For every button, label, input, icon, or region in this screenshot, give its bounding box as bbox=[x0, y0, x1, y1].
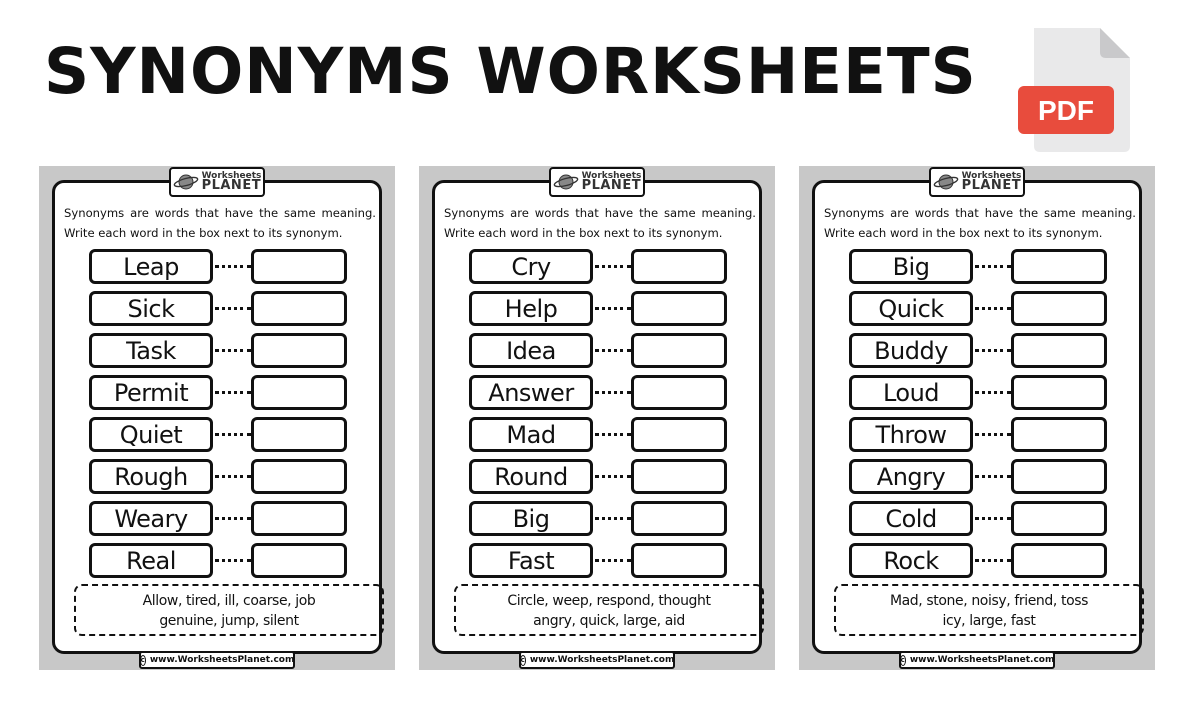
dotted-connector bbox=[215, 559, 251, 562]
answer-box[interactable] bbox=[251, 417, 347, 452]
word-row bbox=[89, 541, 351, 583]
planet-icon bbox=[933, 173, 959, 191]
footer-text: www.WorksheetsPlanet.com bbox=[149, 655, 295, 665]
word-row bbox=[89, 415, 351, 457]
word-row bbox=[469, 373, 731, 415]
word-row bbox=[469, 289, 731, 331]
dotted-connector bbox=[975, 307, 1011, 310]
instructions: Synonyms are words that have the same meaning. Write each word in the box next to its synonym. bbox=[824, 206, 1136, 240]
word-bank-line: angry, quick, large, aid bbox=[533, 613, 685, 629]
logo-text-bottom: PLANET bbox=[961, 178, 1022, 194]
word-row bbox=[849, 289, 1111, 331]
answer-box[interactable] bbox=[631, 249, 727, 284]
word-bank-line: genuine, jump, silent bbox=[159, 613, 299, 629]
answer-box[interactable] bbox=[251, 249, 347, 284]
answer-box[interactable] bbox=[251, 333, 347, 368]
word-row bbox=[849, 331, 1111, 373]
planet-icon bbox=[173, 173, 199, 191]
answer-box[interactable] bbox=[251, 459, 347, 494]
answer-box[interactable] bbox=[631, 375, 727, 410]
copyright-icon: c bbox=[520, 655, 525, 664]
page-title: SYNONYMS WORKSHEETS bbox=[44, 35, 977, 108]
answer-box[interactable] bbox=[1011, 291, 1107, 326]
word-box: Quick bbox=[849, 291, 973, 326]
answer-box[interactable] bbox=[251, 543, 347, 578]
answer-box[interactable] bbox=[1011, 459, 1107, 494]
word-row bbox=[849, 541, 1111, 583]
dotted-connector bbox=[595, 433, 631, 436]
word-row bbox=[89, 247, 351, 289]
word-box: Cold bbox=[849, 501, 973, 536]
word-box: Big bbox=[849, 249, 973, 284]
word-row bbox=[469, 457, 731, 499]
word-row bbox=[469, 541, 731, 583]
word-row bbox=[469, 247, 731, 289]
worksheets-planet-logo bbox=[549, 167, 645, 197]
logo-text-bottom: PLANET bbox=[201, 178, 262, 194]
word-box: Round bbox=[469, 459, 593, 494]
word-row bbox=[469, 499, 731, 541]
dotted-connector bbox=[595, 475, 631, 478]
word-row bbox=[849, 457, 1111, 499]
word-box: Rough bbox=[89, 459, 213, 494]
word-box: Angry bbox=[849, 459, 973, 494]
word-box: Real bbox=[89, 543, 213, 578]
answer-box[interactable] bbox=[251, 375, 347, 410]
dotted-connector bbox=[595, 307, 631, 310]
word-box: Mad bbox=[469, 417, 593, 452]
worksheet-frame bbox=[812, 170, 1142, 665]
footer-url[interactable] bbox=[899, 651, 1055, 669]
word-row bbox=[89, 499, 351, 541]
answer-box[interactable] bbox=[631, 333, 727, 368]
word-row bbox=[89, 331, 351, 373]
word-row bbox=[89, 373, 351, 415]
answer-box[interactable] bbox=[1011, 417, 1107, 452]
word-row bbox=[849, 499, 1111, 541]
word-row bbox=[469, 415, 731, 457]
word-box: Task bbox=[89, 333, 213, 368]
footer-url[interactable] bbox=[139, 651, 295, 669]
dotted-connector bbox=[975, 559, 1011, 562]
dotted-connector bbox=[595, 391, 631, 394]
word-bank bbox=[834, 584, 1144, 636]
word-rows bbox=[849, 247, 1111, 583]
answer-box[interactable] bbox=[1011, 249, 1107, 284]
word-row bbox=[469, 331, 731, 373]
worksheet-frame bbox=[432, 170, 762, 665]
answer-box[interactable] bbox=[251, 501, 347, 536]
dotted-connector bbox=[975, 475, 1011, 478]
word-row bbox=[89, 457, 351, 499]
word-box: Cry bbox=[469, 249, 593, 284]
pdf-file-icon[interactable] bbox=[1018, 26, 1132, 154]
word-bank-line: Circle, weep, respond, thought bbox=[507, 593, 711, 609]
word-rows bbox=[469, 247, 731, 583]
worksheet-2 bbox=[419, 166, 775, 670]
word-row bbox=[849, 415, 1111, 457]
answer-box[interactable] bbox=[1011, 333, 1107, 368]
word-box: Leap bbox=[89, 249, 213, 284]
word-box: Help bbox=[469, 291, 593, 326]
dotted-connector bbox=[595, 517, 631, 520]
worksheet-frame bbox=[52, 170, 382, 665]
word-box: Permit bbox=[89, 375, 213, 410]
word-box: Big bbox=[469, 501, 593, 536]
worksheets-planet-logo bbox=[929, 167, 1025, 197]
answer-box[interactable] bbox=[251, 291, 347, 326]
word-row bbox=[849, 373, 1111, 415]
dotted-connector bbox=[215, 517, 251, 520]
word-row bbox=[89, 289, 351, 331]
worksheet-3 bbox=[799, 166, 1155, 670]
footer-text: www.WorksheetsPlanet.com bbox=[909, 655, 1055, 665]
worksheets-planet-logo bbox=[169, 167, 265, 197]
word-box: Quiet bbox=[89, 417, 213, 452]
word-rows bbox=[89, 247, 351, 583]
dotted-connector bbox=[975, 265, 1011, 268]
word-box: Sick bbox=[89, 291, 213, 326]
word-box: Throw bbox=[849, 417, 973, 452]
dotted-connector bbox=[215, 349, 251, 352]
word-box: Loud bbox=[849, 375, 973, 410]
word-bank bbox=[454, 584, 764, 636]
dotted-connector bbox=[215, 307, 251, 310]
answer-box[interactable] bbox=[631, 459, 727, 494]
answer-box[interactable] bbox=[631, 417, 727, 452]
word-bank-line: icy, large, fast bbox=[942, 613, 1036, 629]
dotted-connector bbox=[975, 433, 1011, 436]
word-box: Weary bbox=[89, 501, 213, 536]
answer-box[interactable] bbox=[631, 543, 727, 578]
dotted-connector bbox=[215, 265, 251, 268]
answer-box[interactable] bbox=[1011, 501, 1107, 536]
word-box: Rock bbox=[849, 543, 973, 578]
answer-box[interactable] bbox=[1011, 375, 1107, 410]
answer-box[interactable] bbox=[631, 291, 727, 326]
dotted-connector bbox=[215, 391, 251, 394]
dotted-connector bbox=[215, 433, 251, 436]
instructions: Synonyms are words that have the same meaning. Write each word in the box next to its synonym. bbox=[64, 206, 376, 240]
logo-text-top: Worksheets bbox=[581, 170, 642, 181]
answer-box[interactable] bbox=[1011, 543, 1107, 578]
word-box: Fast bbox=[469, 543, 593, 578]
answer-box[interactable] bbox=[631, 501, 727, 536]
dotted-connector bbox=[975, 349, 1011, 352]
logo-text-top: Worksheets bbox=[961, 170, 1022, 181]
copyright-icon: c bbox=[900, 655, 905, 664]
dotted-connector bbox=[215, 475, 251, 478]
worksheet-1 bbox=[39, 166, 395, 670]
word-bank-line: Allow, tired, ill, coarse, job bbox=[142, 593, 316, 609]
footer-text: www.WorksheetsPlanet.com bbox=[529, 655, 675, 665]
logo-text-top: Worksheets bbox=[201, 170, 262, 181]
dotted-connector bbox=[595, 349, 631, 352]
word-box: Idea bbox=[469, 333, 593, 368]
dotted-connector bbox=[975, 391, 1011, 394]
logo-text-bottom: PLANET bbox=[581, 178, 642, 194]
word-box: Answer bbox=[469, 375, 593, 410]
copyright-icon: c bbox=[140, 655, 145, 664]
dotted-connector bbox=[975, 517, 1011, 520]
word-bank-line: Mad, stone, noisy, friend, toss bbox=[889, 593, 1089, 609]
dotted-connector bbox=[595, 559, 631, 562]
word-bank bbox=[74, 584, 384, 636]
instructions: Synonyms are words that have the same meaning. Write each word in the box next to its synonym. bbox=[444, 206, 756, 240]
planet-icon bbox=[553, 173, 579, 191]
word-row bbox=[849, 247, 1111, 289]
footer-url[interactable] bbox=[519, 651, 675, 669]
word-box: Buddy bbox=[849, 333, 973, 368]
pdf-label: PDF bbox=[1038, 95, 1094, 126]
dotted-connector bbox=[595, 265, 631, 268]
